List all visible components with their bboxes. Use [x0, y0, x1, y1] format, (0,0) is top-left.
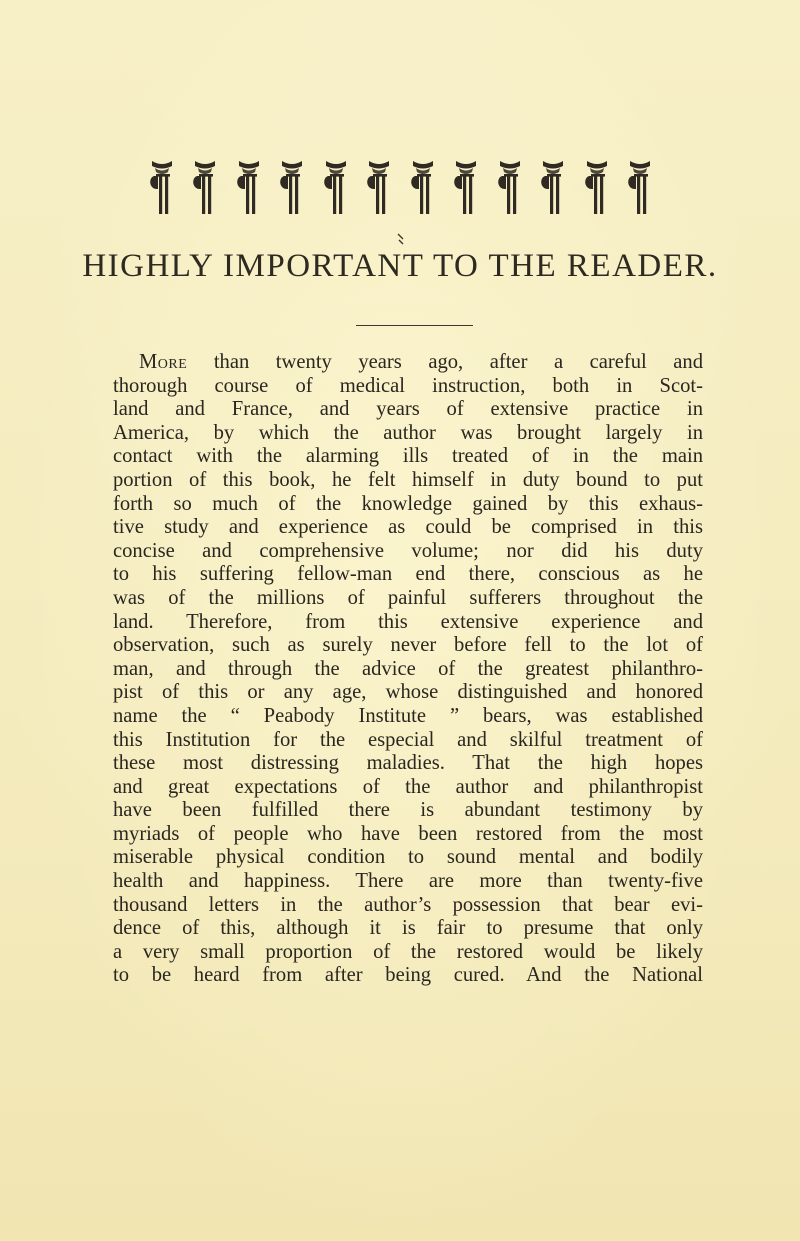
text-line: this Institution for the especial and skilful treatment of	[113, 728, 703, 751]
text-line: More than twenty years ago, after a careful and	[139, 351, 703, 373]
pilcrow-ornament-icon	[581, 158, 613, 218]
pilcrow-ornament-icon	[146, 158, 178, 218]
text-line: these most distressing maladies. That the high hopes	[113, 752, 703, 775]
text-line: America, by which the author was brought largely in	[113, 421, 703, 444]
text-line: to be heard from after being cured. And the National	[113, 964, 703, 987]
text-line: have been fulfilled there is abundant testimony by	[113, 799, 703, 822]
text-line: portion of this book, he felt himself in duty bound to put	[113, 468, 703, 491]
text-line: dence of this, although it is fair to presume that only	[113, 917, 703, 940]
pilcrow-ornament-icon	[233, 158, 265, 218]
text-line: contact with the alarming ills treated of in the main	[113, 445, 703, 468]
text-line: thousand letters in the author’s possession that bear evi-	[113, 893, 703, 916]
text-line: to his suffering fellow-man end there, conscious as he	[113, 563, 703, 586]
text-line: land. Therefore, from this extensive experience and	[113, 610, 703, 633]
text-line: thorough course of medical instruction, both in Scot-	[113, 374, 703, 397]
text-line: concise and comprehensive volume; nor did his duty	[113, 539, 703, 562]
pilcrow-ornament-icon	[407, 158, 439, 218]
text-line: name the “ Peabody Institute ” bears, was established	[113, 704, 703, 727]
pilcrow-ornament-icon	[320, 158, 352, 218]
text-line: health and happiness. There are more than twenty-five	[113, 870, 703, 893]
heading-rule	[356, 325, 473, 326]
printer-mark-icon	[396, 232, 406, 246]
text-line: was of the millions of painful sufferers throughout the	[113, 586, 703, 609]
pilcrow-ornament-icon	[624, 158, 656, 218]
pilcrow-ornament-icon	[189, 158, 221, 218]
page-heading: HIGHLY IMPORTANT TO THE READER.	[82, 248, 718, 284]
lead-word: More	[139, 351, 188, 373]
pilcrow-ornament-icon	[537, 158, 569, 218]
text-line: pist of this or any age, whose distinguished and honored	[113, 681, 703, 704]
text-line: forth so much of the knowledge gained by this exhaus-	[113, 492, 703, 515]
text-line: land and France, and years of extensive practice in	[113, 398, 703, 421]
pilcrow-ornament-icon	[494, 158, 526, 218]
pilcrow-ornament-icon	[450, 158, 482, 218]
pilcrow-ornament-icon	[276, 158, 308, 218]
body-paragraph	[113, 351, 703, 988]
text-line: a very small proportion of the restored would be likely	[113, 940, 703, 963]
text-line: myriads of people who have been restored from the most	[113, 822, 703, 845]
text-line: and great expectations of the author and philanthropist	[113, 775, 703, 798]
pilcrow-ornament-icon	[363, 158, 395, 218]
text-line: miserable physical condition to sound mental and bodily	[113, 846, 703, 869]
text-line: observation, such as surely never before fell to the lot of	[113, 634, 703, 657]
text-line: tive study and experience as could be comprised in this	[113, 516, 703, 539]
ornament-row	[146, 158, 656, 218]
text-line: man, and through the advice of the greatest philanthro-	[113, 657, 703, 680]
